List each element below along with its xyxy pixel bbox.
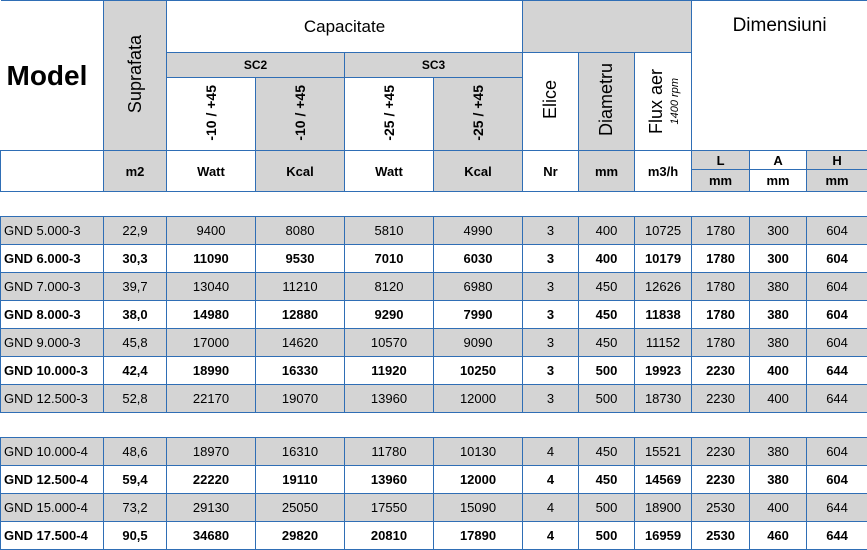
value-cell: 1780 [692,273,750,301]
value-cell: 2530 [692,494,750,522]
value-cell: 644 [807,522,867,550]
value-cell: 42,4 [104,357,167,385]
value-cell: 604 [807,466,867,494]
model-name-cell: GND 10.000-3 [1,357,104,385]
group-spacer [1,192,867,217]
value-cell: 12880 [256,301,345,329]
value-cell: 39,7 [104,273,167,301]
group-spacer [1,413,867,438]
value-cell: 644 [807,385,867,413]
value-cell: 380 [750,301,807,329]
value-cell: 17890 [434,522,523,550]
value-cell: 450 [579,301,635,329]
value-cell: 3 [523,301,579,329]
value-cell: 16310 [256,438,345,466]
value-cell: 18990 [167,357,256,385]
value-cell: 6980 [434,273,523,301]
suprafata-header: Suprafata [104,1,167,151]
value-cell: 9290 [345,301,434,329]
value-cell: 300 [750,217,807,245]
value-cell: 11090 [167,245,256,273]
model-name-cell: GND 12.500-3 [1,385,104,413]
value-cell: 10250 [434,357,523,385]
value-cell: 9400 [167,217,256,245]
unit-diametru: mm [579,151,635,192]
value-cell: 10570 [345,329,434,357]
value-cell: 52,8 [104,385,167,413]
value-cell: 450 [579,466,635,494]
capacitate-side-block [523,1,692,53]
unit-flux: m3/h [635,151,692,192]
value-cell: 13960 [345,466,434,494]
value-cell: 604 [807,329,867,357]
value-cell: 73,2 [104,494,167,522]
value-cell: 20810 [345,522,434,550]
value-cell: 644 [807,494,867,522]
value-cell: 4 [523,466,579,494]
model-name-cell: GND 8.000-3 [1,301,104,329]
value-cell: 400 [750,494,807,522]
value-cell: 11780 [345,438,434,466]
value-cell: 3 [523,385,579,413]
value-cell: 644 [807,357,867,385]
model-header: Model [1,1,104,151]
spacer-cell [1,192,867,217]
table-row [1,438,867,466]
model-name-cell: GND 7.000-3 [1,273,104,301]
value-cell: 10179 [635,245,692,273]
table-row [1,385,867,413]
value-cell: 17000 [167,329,256,357]
dim-h-header: H [807,151,867,170]
model-name-cell: GND 6.000-3 [1,245,104,273]
dimensiuni-header: Dimensiuni [692,1,867,151]
sc2-kcal-range: -10 / +45 [256,78,345,151]
value-cell: 16330 [256,357,345,385]
value-cell: 400 [750,385,807,413]
value-cell: 450 [579,329,635,357]
value-cell: 300 [750,245,807,273]
value-cell: 2230 [692,357,750,385]
model-name-cell: GND 10.000-4 [1,438,104,466]
unit-dim-a: mm [750,170,807,192]
value-cell: 8080 [256,217,345,245]
table-row [1,245,867,273]
value-cell: 2230 [692,466,750,494]
table-row [1,329,867,357]
value-cell: 25050 [256,494,345,522]
value-cell: 9530 [256,245,345,273]
value-cell: 19110 [256,466,345,494]
sc3-kcal-range: -25 / +45 [434,78,523,151]
unit-suprafata: m2 [104,151,167,192]
model-name-cell: GND 5.000-3 [1,217,104,245]
model-unit-cell [1,151,104,192]
model-name-cell: GND 9.000-3 [1,329,104,357]
value-cell: 9090 [434,329,523,357]
value-cell: 3 [523,217,579,245]
value-cell: 17550 [345,494,434,522]
sc2-header: SC2 [167,53,345,78]
table-row [1,466,867,494]
value-cell: 604 [807,217,867,245]
value-cell: 4990 [434,217,523,245]
rpm-note: 1400 rpm [669,78,681,124]
value-cell: 18970 [167,438,256,466]
value-cell: 14980 [167,301,256,329]
value-cell: 10130 [434,438,523,466]
value-cell: 3 [523,329,579,357]
unit-sc3-kcal: Kcal [434,151,523,192]
value-cell: 14569 [635,466,692,494]
sc2-watt-range: -10 / +45 [167,78,256,151]
value-cell: 7010 [345,245,434,273]
value-cell: 460 [750,522,807,550]
value-cell: 22,9 [104,217,167,245]
value-cell: 7990 [434,301,523,329]
model-name-cell: GND 17.500-4 [1,522,104,550]
value-cell: 14620 [256,329,345,357]
model-group-3-fans [1,192,867,413]
unit-dim-h: mm [807,170,867,192]
value-cell: 15090 [434,494,523,522]
value-cell: 11210 [256,273,345,301]
value-cell: 13040 [167,273,256,301]
value-cell: 30,3 [104,245,167,273]
diametru-header: Diametru [579,53,635,151]
table-row [1,217,867,245]
unit-sc2-kcal: Kcal [256,151,345,192]
table-row [1,301,867,329]
value-cell: 12000 [434,385,523,413]
value-cell: 1780 [692,301,750,329]
value-cell: 18900 [635,494,692,522]
value-cell: 11920 [345,357,434,385]
value-cell: 450 [579,273,635,301]
value-cell: 380 [750,466,807,494]
value-cell: 4 [523,438,579,466]
table-row [1,273,867,301]
unit-sc2-watt: Watt [167,151,256,192]
value-cell: 12000 [434,466,523,494]
value-cell: 1780 [692,245,750,273]
value-cell: 22220 [167,466,256,494]
value-cell: 10725 [635,217,692,245]
table-header [1,1,867,192]
unit-sc3-watt: Watt [345,151,434,192]
value-cell: 6030 [434,245,523,273]
elice-header: Elice [523,53,579,151]
value-cell: 2230 [692,385,750,413]
spacer-cell [1,413,867,438]
model-group-4-fans [1,413,867,550]
value-cell: 29820 [256,522,345,550]
value-cell: 380 [750,273,807,301]
model-name-cell: GND 12.500-4 [1,466,104,494]
value-cell: 3 [523,357,579,385]
value-cell: 4 [523,522,579,550]
value-cell: 2530 [692,522,750,550]
value-cell: 604 [807,438,867,466]
value-cell: 13960 [345,385,434,413]
value-cell: 500 [579,357,635,385]
value-cell: 48,6 [104,438,167,466]
value-cell: 19923 [635,357,692,385]
value-cell: 19070 [256,385,345,413]
dim-l-header: L [692,151,750,170]
value-cell: 15521 [635,438,692,466]
value-cell: 450 [579,438,635,466]
value-cell: 380 [750,438,807,466]
value-cell: 380 [750,329,807,357]
value-cell: 400 [579,245,635,273]
table-row [1,494,867,522]
value-cell: 8120 [345,273,434,301]
value-cell: 22170 [167,385,256,413]
value-cell: 34680 [167,522,256,550]
table-row [1,357,867,385]
value-cell: 18730 [635,385,692,413]
sc3-watt-range: -25 / +45 [345,78,434,151]
value-cell: 38,0 [104,301,167,329]
value-cell: 45,8 [104,329,167,357]
value-cell: 1780 [692,329,750,357]
value-cell: 90,5 [104,522,167,550]
value-cell: 604 [807,301,867,329]
model-name-cell: GND 15.000-4 [1,494,104,522]
value-cell: 4 [523,494,579,522]
value-cell: 1780 [692,217,750,245]
value-cell: 11838 [635,301,692,329]
flux-aer-header: Flux aer 1400 rpm [635,53,692,151]
value-cell: 604 [807,273,867,301]
dim-a-header: A [750,151,807,170]
capacitate-header: Capacitate [167,1,523,53]
value-cell: 3 [523,273,579,301]
value-cell: 12626 [635,273,692,301]
value-cell: 400 [750,357,807,385]
value-cell: 11152 [635,329,692,357]
value-cell: 500 [579,494,635,522]
table-row [1,522,867,550]
value-cell: 5810 [345,217,434,245]
value-cell: 3 [523,245,579,273]
value-cell: 16959 [635,522,692,550]
unit-dim-l: mm [692,170,750,192]
value-cell: 29130 [167,494,256,522]
value-cell: 2230 [692,438,750,466]
value-cell: 59,4 [104,466,167,494]
sc3-header: SC3 [345,53,523,78]
value-cell: 500 [579,522,635,550]
unit-elice: Nr [523,151,579,192]
value-cell: 604 [807,245,867,273]
value-cell: 400 [579,217,635,245]
value-cell: 500 [579,385,635,413]
